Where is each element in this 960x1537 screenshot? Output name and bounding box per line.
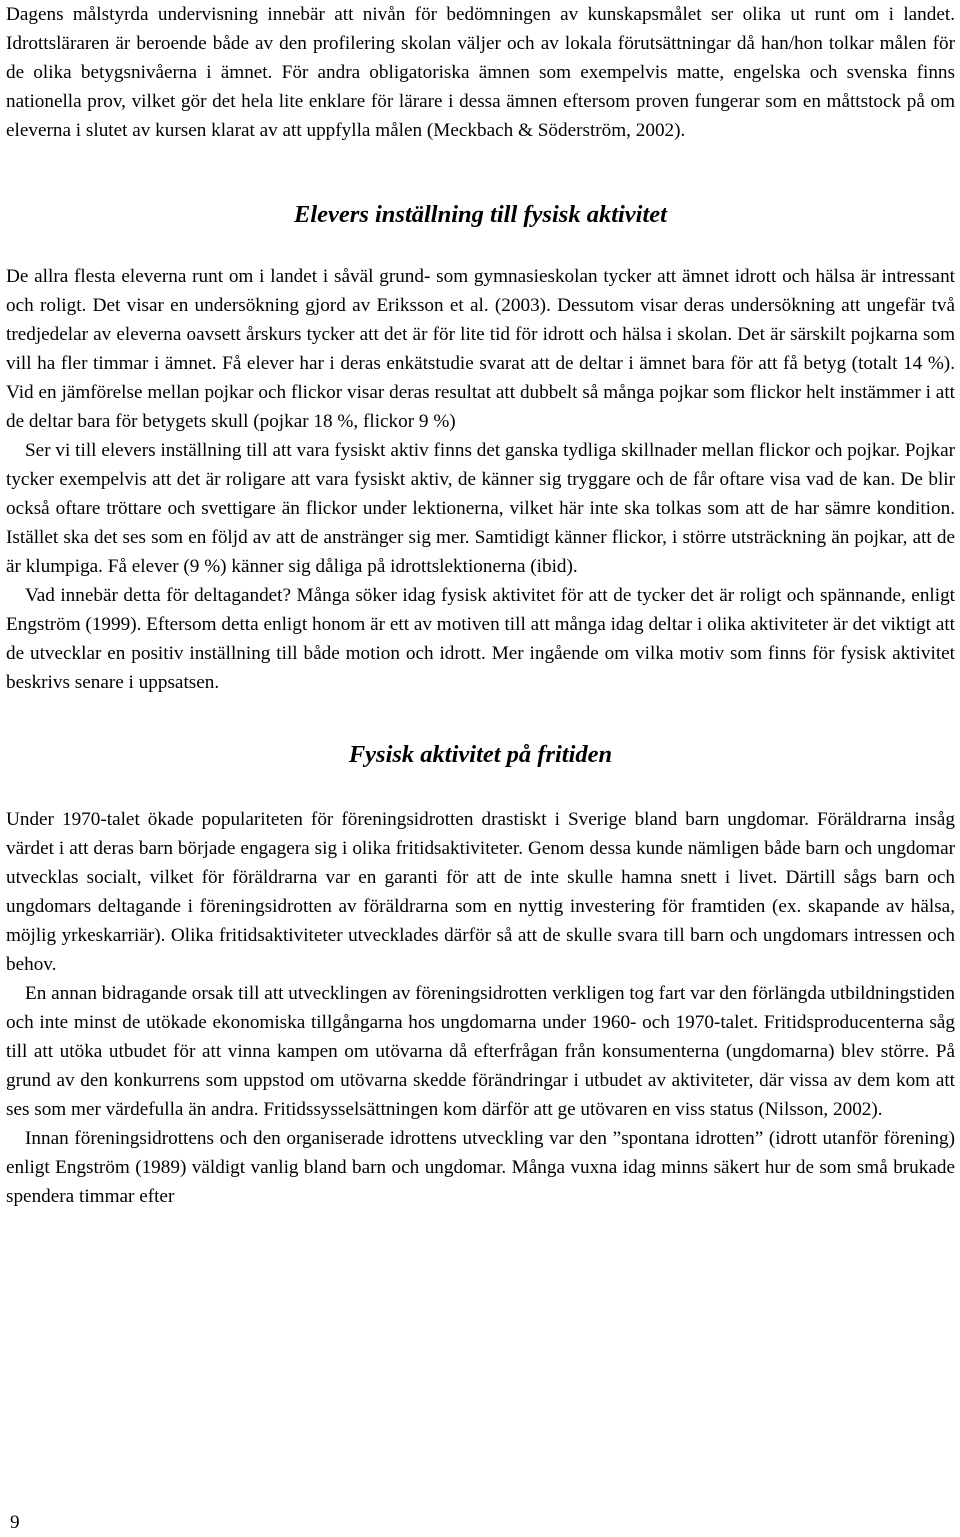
intro-paragraph: Dagens målstyrda undervisning innebär att nivån för bedömningen av kunskapsmålet ser olika ut runt om i landet. Idrottsläraren är beroende både av den profilering skolan väljer och av lokala förutsättningar då han/hon tolkar målen för de olika betygsnivåerna i ämnet. För andra obligatoriska ämnen som exempelvis matte, engelska och svenska finns nationella prov, vilket gör det hela lite enklare för lärare i dessa ämnen eftersom proven fungerar som en måttstock på om eleverna i slutet av kursen klarat av att uppfylla målen (Meckbach & Söderström, 2002). bbox=[6, 4, 955, 141]
body-paragraph: Vad innebär detta för deltagandet? Många söker idag fysisk aktivitet för att de tycker det är roligt och spännande, enligt Engström (1999). Eftersom detta enligt honom är ett av motiven till att många idag deltar i olika aktiviteter är det viktigt att de utvecklar en positiv inställning till både motion och idrott. Mer ingående om vilka motiv som finns för fysisk aktivitet beskrivs senare i uppsatsen. bbox=[6, 585, 955, 693]
body-paragraph: En annan bidragande orsak till att utvecklingen av föreningsidrotten verkligen tog fart var den förlängda utbildningstiden och inte minst de utökade ekonomiska tillgångarna hos ungdomarna under 1960- och 1970-talet. Fritidsproducenterna såg till att utöka utbudet för att vinna kampen om utövarna då efterfrågan från konsumenterna (ungdomarna) blev större. På grund av den konkurrens som uppstod om utövarna skedde förändringar i utbudet av aktiviteter, där vissa av dem kom att ses som mer värdefulla än andra. Fritidssysselsättningen kom därför att ge utövaren en viss status (Nilsson, 2002). bbox=[6, 983, 955, 1120]
section-heading-elevers-installning: Elevers inställning till fysisk aktivitet bbox=[294, 201, 667, 228]
body-paragraph: Ser vi till elevers inställning till att vara fysiskt aktiv finns det ganska tydliga skillnader mellan flickor och pojkar. Pojkar tycker exempelvis att det är roligare att vara fysiskt aktiv, de känner sig tryggare och de får oftare visa vad de kan. De blir också oftare tröttare och svettigare än flickor under lektionerna, vilket här inte ska tolkas som att de har sämre kondition. Istället ska det ses som en följd av att de anstränger sig mer. Samtidigt känner flickor, i större utsträckning än pojkar, att de är klumpiga. Få elever (9 %) känner sig dåliga på idrottslektionerna (ibid). bbox=[6, 440, 955, 577]
body-paragraph: Under 1970-talet ökade populariteten för föreningsidrotten drastiskt i Sverige bland barn ungdomar. Föräldrarna insåg värdet i att deras barn började engagera sig i olika fritidsaktiviteter. Genom dessa kunde nämligen både barn och ungdomar utvecklas socialt, vilket för föräldrarna var en garanti för att de inte skulle hamna snett i livet. Därtill sågs barn och ungdomars deltagande i föreningsidrotten av föräldrarna som en nyttig investering för framtiden (ex. skapande av hälsa, möjlig yrkeskarriär). Olika fritidsaktiviteter utvecklades därför så att de skulle svara till barn och ungdomars intressen och behov. bbox=[6, 809, 955, 975]
document-page bbox=[6, 0, 955, 1211]
section-heading-fysisk-aktivitet-fritiden: Fysisk aktivitet på fritiden bbox=[348, 741, 613, 768]
page-number: 9 bbox=[10, 1512, 20, 1533]
body-paragraph: Innan föreningsidrottens och den organiserade idrottens utveckling var den ”spontana idrotten” (idrott utanför förening) enligt Engström (1989) väldigt vanlig bland barn och ungdomar. Många vuxna idag minns säkert hur de som små brukade spendera timmar efter bbox=[6, 1128, 955, 1207]
body-paragraph: De allra flesta eleverna runt om i landet i såväl grund- som gymnasieskolan tycker att ämnet idrott och hälsa är intressant och roligt. Det visar en undersökning gjord av Eriksson et al. (2003). Dessutom visar deras undersökning att ungefär två tredjedelar av eleverna oavsett årskurs tycker att det är för lite tid för idrott och hälsa i skolan. Det är särskilt pojkarna som vill ha fler timmar i ämnet. Få elever har i deras enkätstudie svarat att de deltar i ämnet bara för att få betyg (totalt 14 %). Vid en jämförelse mellan pojkar och flickor visar deras resultat att dubbelt så många pojkar som flickor helt instämmer i att de deltar bara för betygets skull (pojkar 18 %, flickor 9 %) bbox=[6, 266, 955, 432]
